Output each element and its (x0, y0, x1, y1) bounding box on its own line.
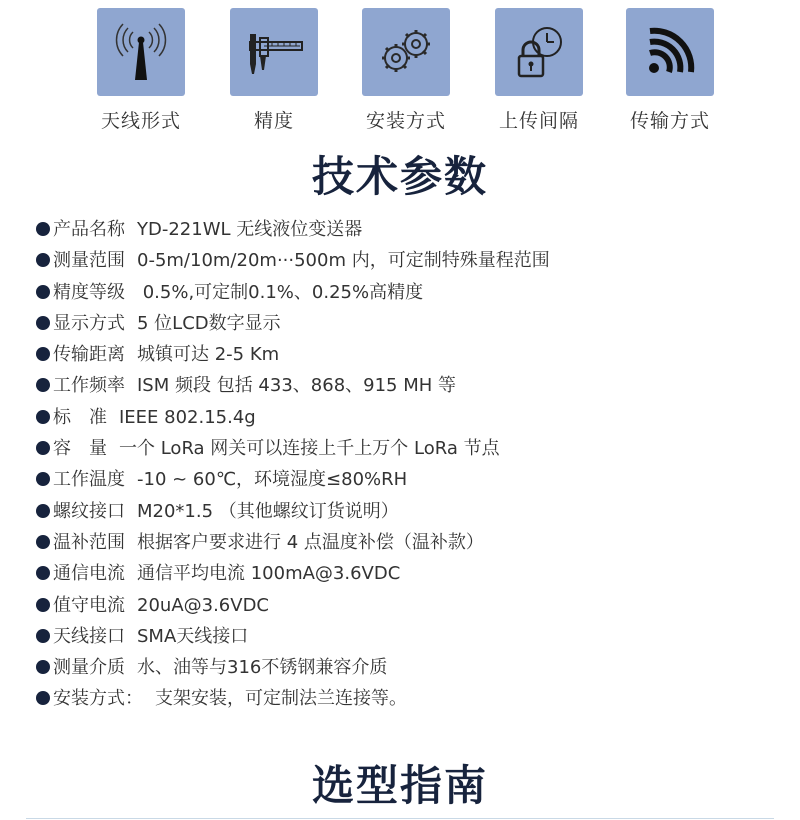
spec-key: 精度等级 (53, 281, 125, 303)
spec-item (36, 214, 776, 245)
spec-value: 20uA@3.6VDC (137, 594, 269, 616)
feature-tile (230, 8, 318, 96)
feature-label: 安装方式 (365, 110, 446, 132)
spec-value: YD-221WL 无线液位变送器 (137, 219, 363, 240)
bullet-dot (36, 660, 50, 674)
spec-key: 标 准 (53, 406, 107, 428)
bullet-dot (36, 316, 50, 330)
feature-tile (495, 8, 583, 96)
feature-tile (362, 8, 450, 96)
spec-value: 通信平均电流 100mA@3.6VDC (137, 563, 401, 585)
feature-label: 精度 (253, 110, 294, 132)
bullet-dot (36, 378, 50, 392)
spec-item (36, 621, 776, 652)
spec-item (36, 370, 776, 401)
bullet-dot (36, 598, 50, 612)
bullet-dot (36, 285, 50, 299)
wireless-signal-icon (638, 20, 702, 84)
spec-value: 城镇可达 2-5 Km (137, 344, 280, 366)
spec-item (36, 652, 776, 683)
spec-key: 传输距离 (53, 344, 125, 366)
spec-value: M20*1.5 （其他螺纹订货说明） (137, 500, 399, 522)
section-title-tech-params: 技术参数 (311, 152, 488, 201)
section-divider (26, 818, 774, 819)
bullet-dot (36, 347, 50, 361)
spec-value: SMA天线接口 (137, 625, 249, 647)
spec-item (36, 558, 776, 589)
spec-value: 0-5m/10m/20m···500m 内，可定制特殊量程范围 (137, 250, 550, 272)
spec-value: 根据客户要求进行 4 点温度补偿（温补款） (137, 531, 484, 553)
spec-key: 值守电流 (53, 594, 125, 616)
feature-icons-row (0, 6, 800, 136)
spec-key: 产品名称 (53, 219, 125, 240)
spec-key: 工作温度 (53, 469, 125, 491)
spec-item (36, 590, 776, 621)
spec-value: 5 位LCD数字显示 (137, 312, 281, 334)
spec-item (36, 527, 776, 558)
spec-value: IEEE 802.15.4g (119, 406, 256, 428)
bullet-dot (36, 535, 50, 549)
spec-value: -10 ~ 60℃，环境湿度≤80%RH (137, 469, 408, 491)
spec-key: 容 量 (53, 438, 107, 460)
feature-precision (214, 6, 334, 133)
feature-transmission (610, 6, 730, 133)
spec-value: 水、油等与316不锈钢兼容介质 (137, 657, 388, 679)
spec-item (36, 402, 776, 433)
spec-value: 支架安装，可定制法兰连接等。 (155, 688, 407, 710)
bullet-dot (36, 691, 50, 705)
gears-icon (374, 20, 438, 84)
bullet-dot (36, 222, 50, 236)
spec-value: 一个 LoRa 网关可以连接上千上万个 LoRa 节点 (119, 438, 500, 460)
spec-item (36, 339, 776, 370)
spec-key: 测量范围 (53, 250, 125, 272)
bullet-dot (36, 410, 50, 424)
spec-item (36, 245, 776, 276)
spec-key: 显示方式 (53, 312, 125, 334)
spec-item (36, 433, 776, 464)
spec-item (36, 683, 776, 714)
bullet-dot (36, 629, 50, 643)
feature-tile (97, 8, 185, 96)
spec-key: 工作频率 (53, 375, 125, 397)
feature-tile (626, 8, 714, 96)
bullet-dot (36, 253, 50, 267)
feature-label: 传输方式 (629, 110, 710, 132)
spec-item (36, 496, 776, 527)
clock-lock-icon (507, 20, 571, 84)
spec-value: ISM 频段 包括 433、868、915 MH 等 (137, 375, 457, 397)
spec-item (36, 464, 776, 495)
bullet-dot (36, 566, 50, 580)
antenna-icon (109, 20, 173, 84)
spec-list (36, 214, 776, 715)
spec-item (36, 277, 776, 308)
feature-label: 天线形式 (100, 110, 181, 132)
feature-label: 上传间隔 (498, 110, 579, 132)
feature-installation (346, 6, 466, 133)
spec-key: 螺纹接口 (53, 500, 125, 522)
feature-antenna (81, 6, 201, 133)
spec-item (36, 308, 776, 339)
bullet-dot (36, 504, 50, 518)
spec-key: 通信电流 (53, 563, 125, 585)
caliper-icon (242, 20, 306, 84)
feature-upload-interval (479, 6, 599, 133)
bullet-dot (36, 472, 50, 486)
spec-key: 温补范围 (53, 531, 125, 553)
section-title-selection-guide: 选型指南 (311, 761, 488, 810)
spec-key: 测量介质 (53, 657, 125, 679)
spec-key: 安装方式： (53, 688, 143, 710)
bullet-dot (36, 441, 50, 455)
spec-value: 0.5%,可定制0.1%、0.25%高精度 (137, 281, 424, 303)
spec-key: 天线接口 (53, 625, 125, 647)
